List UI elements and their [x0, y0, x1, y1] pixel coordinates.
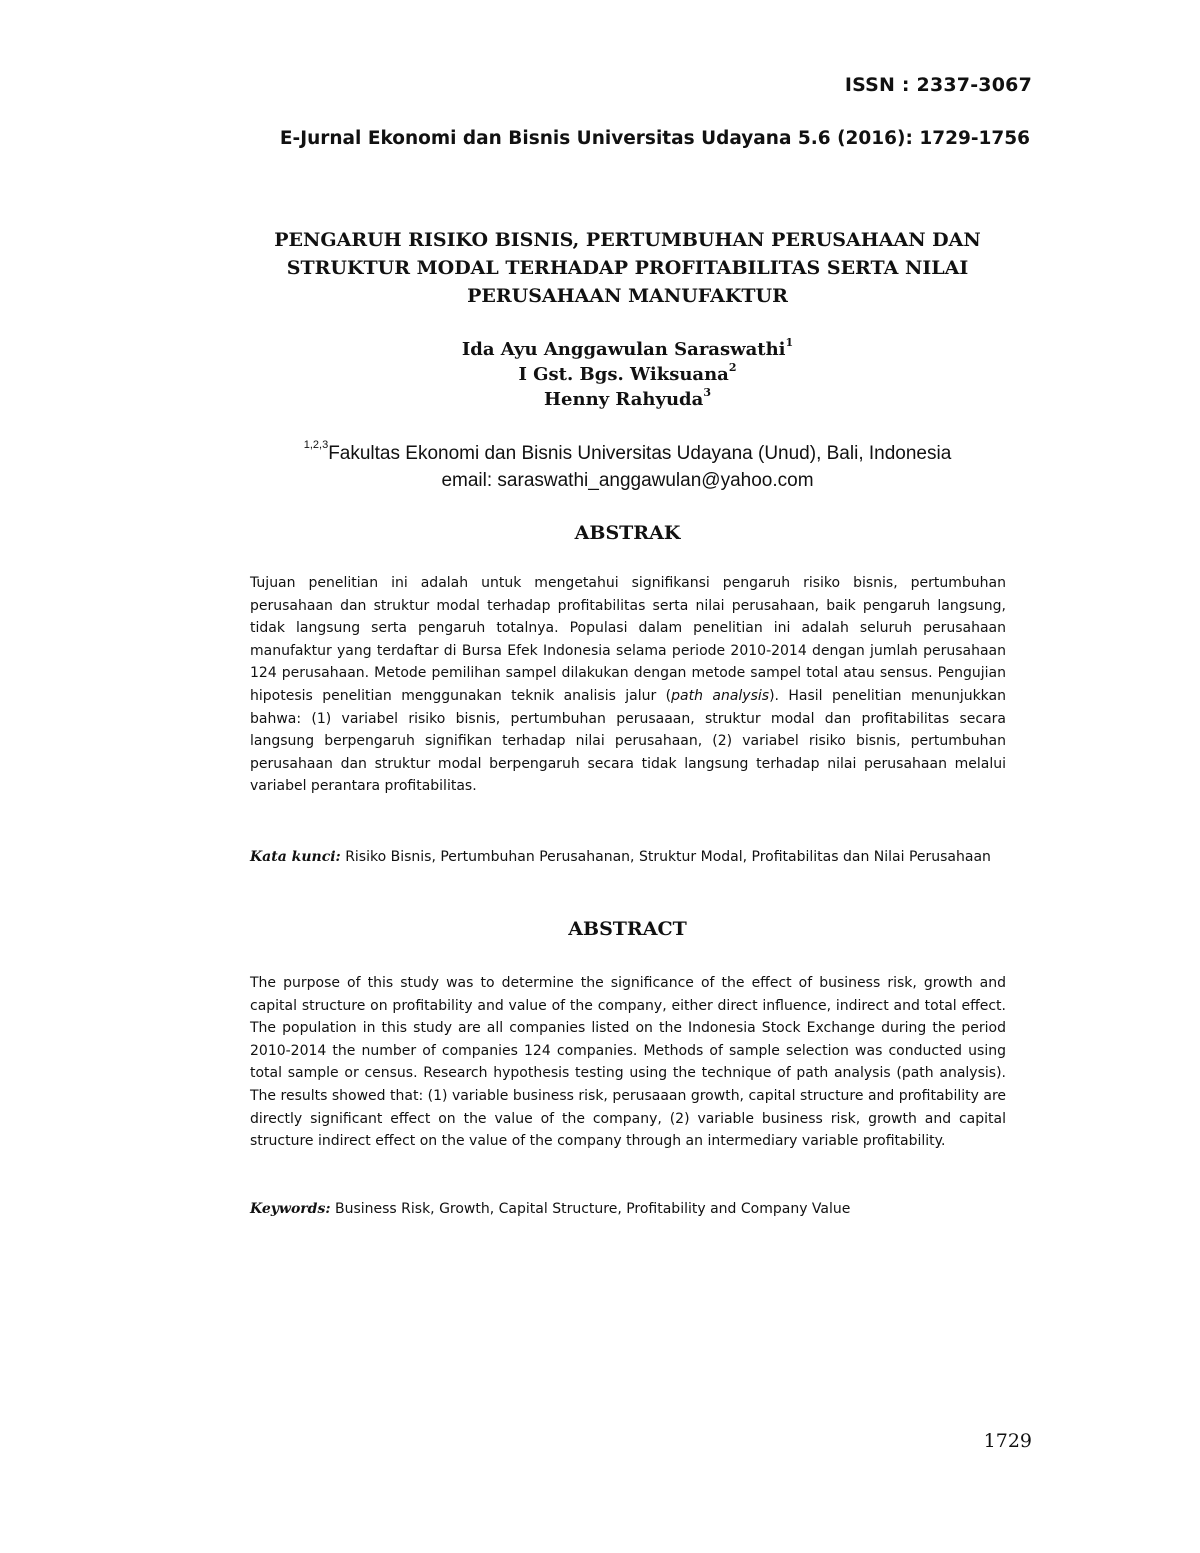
author-3	[240, 387, 1015, 412]
author-1	[240, 337, 1015, 362]
page-number: 1729	[983, 1430, 1032, 1452]
journal-citation: E-Jurnal Ekonomi dan Bisnis Universitas Udayana 5.6 (2016): 1729-1756	[279, 128, 1030, 149]
keywords-text: Business Risk, Growth, Capital Structure, Profitability and Company Value	[334, 1201, 851, 1217]
email-line: email: saraswathi_anggawulan@yahoo.com	[441, 470, 814, 491]
affiliation-marks: 1,2,3	[303, 439, 329, 451]
abstrak-heading: ABSTRAK	[574, 522, 681, 544]
kata-kunci-text: Risiko Bisnis, Pertumbuhan Perusahanan, Struktur Modal, Profitabilitas dan Nilai Perusahaan	[345, 849, 991, 865]
affiliation-text: Fakultas Ekonomi dan Bisnis Universitas Udayana (Unud), Bali, Indonesia	[328, 443, 952, 464]
author-mark: 2	[728, 361, 737, 374]
affiliation	[240, 440, 1015, 494]
author-list	[240, 337, 1015, 412]
keywords	[250, 1198, 1006, 1221]
author-name: Henny Rahyuda	[544, 389, 704, 410]
author-mark: 1	[785, 336, 794, 349]
kata-kunci	[250, 846, 1119, 869]
title-line-1: PENGARUH RISIKO BISNIS, PERTUMBUHAN PERUSAHAAN DAN	[274, 229, 981, 251]
abstract-heading: ABSTRACT	[568, 918, 687, 940]
author-mark: 3	[703, 386, 711, 399]
paper-title	[240, 226, 1015, 310]
author-name: I Gst. Bgs. Wiksuana	[518, 364, 729, 385]
abstrak-italic-term: path analysis	[671, 687, 770, 704]
abstrak-paragraph	[250, 572, 1006, 798]
keywords-label: Keywords:	[250, 1201, 331, 1217]
issn-label: ISSN : 2337-3067	[844, 74, 1032, 96]
abstrak-text-part-1: Tujuan penelitian ini adalah untuk mengetahui signifikansi pengaruh risiko bisnis, pertumbuhan perusahaan dan struktur modal terhadap profitabilitas serta nilai perusahaan, baik pengaruh langsung, tidak langsung serta pengaruh totalnya. Populasi dalam penelitian ini adalah seluruh perusahaan manufaktur yang terdaftar di Bursa Efek Indonesia selama periode 2010-2014 dengan jumlah perusahaan 124 perusahaan. Metode pemilihan sampel dilakukan dengan metode sampel total atau sensus. Pengujian hipotesis penelitian menggunakan teknik analisis jalur (	[250, 575, 1006, 704]
author-name: Ida Ayu Anggawulan Saraswathi	[461, 339, 786, 360]
title-line-2: STRUKTUR MODAL TERHADAP PROFITABILITAS SERTA NILAI	[286, 257, 969, 279]
title-line-3: PERUSAHAAN MANUFAKTUR	[467, 285, 788, 307]
abstrak-text-part-2: ). Hasil penelitian menunjukkan bahwa: (1) variabel risiko bisnis, pertumbuhan perusaaan, struktur modal dan profitabilitas secara langsung berpengaruh signifikan terhadap nilai perusahaan, (2) variabel risiko bisnis, pertumbuhan perusahaan dan struktur modal berpengaruh secara tidak langsung terhadap nilai perusahaan melalui variabel perantara profitabilitas.	[250, 687, 1007, 795]
author-2	[240, 362, 1015, 387]
kata-kunci-label: Kata kunci:	[250, 849, 341, 865]
affiliation-line	[240, 440, 1015, 467]
abstract-paragraph: The purpose of this study was to determine the significance of the effect of business risk, growth and capital structure on profitability and value of the company, either direct influence, indirect and total effect. The population in this study are all companies listed on the Indonesia Stock Exchange during the period 2010-2014 the number of companies 124 companies. Methods of sample selection was conducted using total sample or census. Research hypothesis testing using the technique of path analysis (path analysis). The results showed that: (1) variable business risk, perusaaan growth, capital structure and profitability are directly significant effect on the value of the company, (2) variable business risk, growth and capital structure indirect effect on the value of the company through an intermediary variable profitability.	[250, 975, 1006, 1150]
